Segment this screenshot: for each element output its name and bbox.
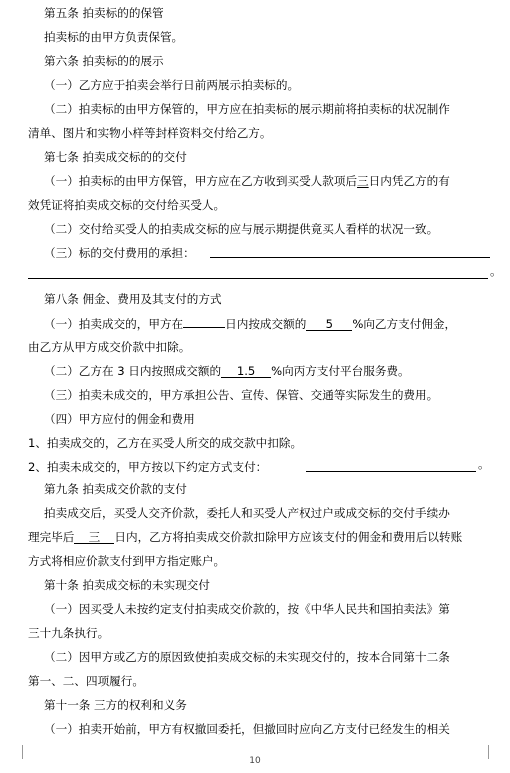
article8-item2: [44, 363, 410, 379]
article8-sub2-blank[interactable]: [306, 459, 476, 472]
article9-days: 三: [74, 529, 114, 544]
article6-heading: 第六条 拍卖标的的展示: [44, 54, 164, 68]
article7-item1-text-a: （一）拍卖标的由甲方保管，甲方应在乙方收到买受人款项后: [44, 174, 358, 188]
article7-item1-days: 三: [357, 174, 369, 188]
article9-line1: 拍卖成交后，买受人交齐价款，委托人和买受人产权过户或成交标的交付手续办: [44, 506, 450, 520]
article8-end-mark: 。: [478, 457, 490, 471]
article6-item2-line1: （二）拍卖标的由甲方保管的，甲方应在拍卖标的展示期前将拍卖标的状况制作: [44, 102, 450, 116]
article5-text: 拍卖标的由甲方负责保管。: [44, 30, 184, 44]
article9-line2-text-a: 理完毕后: [28, 530, 75, 544]
article9-line2-text-b: 日内，乙方将拍卖成交价款扣除甲方应该支付的佣金和费用后以转账: [114, 530, 463, 544]
article10-item1-line2: 三十九条执行。: [28, 626, 110, 640]
article8-item2-text-a: （二）乙方在 3 日内按照成交额的: [44, 364, 222, 378]
article7-item2: （二）交付给买受人的拍卖成交标的应与展示期提供竟买人看样的状况一致。: [44, 222, 439, 236]
article8-item1-line1: [44, 315, 456, 332]
article6-item2-line2: 清单、图片和实物小样等封样资料交付给乙方。: [28, 126, 272, 140]
article7-item1-line2: 效凭证将拍卖成交标的交付给买受人。: [28, 198, 226, 212]
article8-heading: 第八条 佣金、费用及其支付的方式: [44, 292, 222, 306]
article10-item1-line1: （一）因买受人未按约定支付拍卖成交价款的，按《中华人民共和国拍卖法》第: [44, 602, 450, 616]
article11-heading: 第十一条 三方的权利和义务: [44, 698, 187, 712]
article8-item1-percent: 5: [306, 316, 352, 331]
article9-line2: [28, 529, 462, 545]
article8-item1-text-a: （一）拍卖成交的，甲方在: [44, 317, 184, 331]
article8-item3: （三）拍卖未成交的，甲方承担公告、宣传、保管、交通等实际发生的费用。: [44, 388, 439, 402]
article10-item2-line2: 第一、二、四项履行。: [28, 674, 144, 688]
article7-item3-blank-cont[interactable]: [28, 266, 488, 279]
article8-item1-text-b: 日内按成交额的: [225, 317, 307, 331]
article11-item1-line1: （一）拍卖开始前，甲方有权撤回委托，但撤回时应向乙方支付已经发生的相关: [44, 722, 450, 736]
article7-end-mark: 。: [490, 264, 502, 278]
article9-line3: 方式将相应价款支付到甲方指定账户。: [28, 554, 226, 568]
article7-heading: 第七条 拍卖成交标的的交付: [44, 150, 187, 164]
article8-item1-text-c: %向乙方支付佣金，: [352, 317, 457, 331]
page-number: 10: [249, 756, 261, 766]
article8-item2-percent: 1.5: [221, 363, 271, 378]
article8-sub1: 1、拍卖成交的，乙方在买受人所交的成交款中扣除。: [28, 436, 303, 450]
article10-item2-line1: （二）因甲方或乙方的原因致使拍卖成交标的未实现交付的，按本合同第十二条: [44, 650, 450, 664]
article5-heading: 第五条 拍卖标的的保管: [44, 6, 164, 20]
article7-item3-blank[interactable]: [210, 245, 490, 258]
article7-item3-label: （三）标的交付费用的承担：: [44, 246, 195, 260]
article9-heading: 第九条 拍卖成交价款的支付: [44, 482, 187, 496]
article7-item1-line1: [44, 173, 450, 189]
article7-item1-text-b: 日内凭乙方的有: [368, 174, 450, 188]
article7-item3: [44, 245, 195, 261]
article10-heading: 第十条 拍卖成交标的未实现交付: [44, 578, 210, 592]
article8-sub2: 2、拍卖未成交的，甲方按以下约定方式支付：: [28, 460, 268, 474]
article8-item1-line2: 由乙方从甲方成交价款中扣除。: [28, 340, 191, 354]
article8-item2-text-b: %向丙方支付平台服务费。: [271, 364, 410, 378]
article6-item1: （一）乙方应于拍卖会举行日前两展示拍卖标的。: [44, 78, 300, 92]
article8-item4: （四）甲方应付的佣金和费用: [44, 412, 195, 426]
article8-item1-days-blank[interactable]: [183, 315, 225, 328]
